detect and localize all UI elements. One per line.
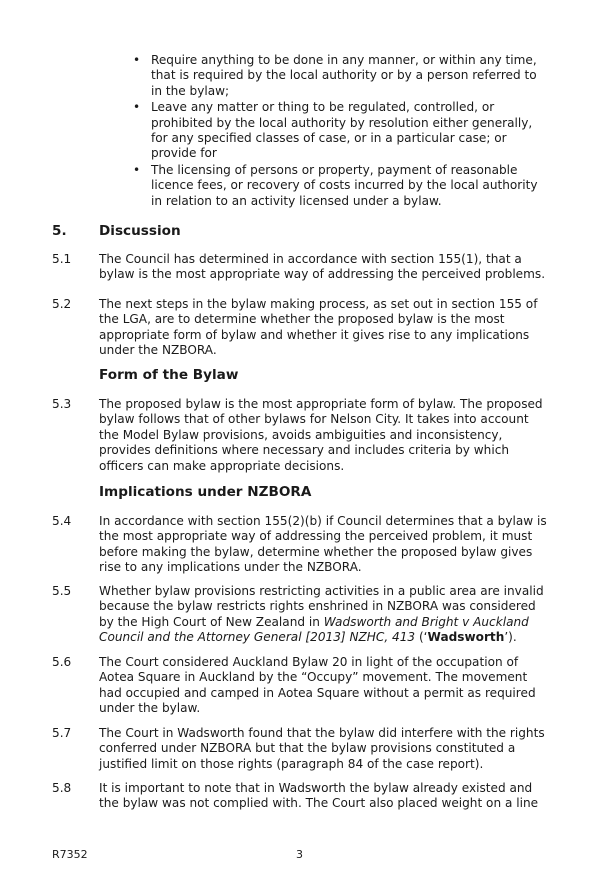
subheading-implications-nzbora: Implications under NZBORA	[99, 484, 312, 500]
bullet-icon: •	[133, 100, 141, 115]
paragraph-text: ’).	[504, 630, 517, 645]
subheading-form-of-bylaw: Form of the Bylaw	[99, 367, 239, 383]
paragraph-number: 5.5	[52, 584, 72, 598]
paragraph-5-6: The Court considered Auckland Bylaw 20 in light of the occupation of Aotea Square in Auckland by the “Occupy” movement. The movement had occupied and camped in Aotea Square without a permit as required under the bylaw.	[99, 655, 536, 716]
paragraph-number: 5.3	[52, 397, 72, 411]
bullet-item	[133, 100, 548, 162]
paragraph-number: 5.1	[52, 252, 72, 266]
footer-reference: R7352	[52, 848, 88, 861]
bullet-text: Require anything to be done in any manner, or within any time, that is required by the local authority or by a person referred to in the bylaw;	[151, 53, 537, 98]
paragraph-number: 5.8	[52, 781, 72, 795]
paragraph-number: 5.7	[52, 726, 72, 740]
paragraph-5-2: The next steps in the bylaw making process, as set out in section 155 of the LGA, are to determine whether the proposed bylaw is the most appropriate form of bylaw and whether it gives rise to any implications under the NZBORA.	[99, 297, 538, 358]
paragraph-5-5	[99, 584, 549, 646]
paragraph-5-8: It is important to note that in Wadsworth the bylaw already existed and the bylaw was not complied with. The Court also placed weight on a line	[99, 781, 539, 811]
paragraph-5-7: The Court in Wadsworth found that the bylaw did interfere with the rights conferred under NZBORA but that the bylaw provisions constituted a justified limit on those rights (paragraph 84 of the case report).	[99, 726, 545, 771]
paragraph-5-1: The Council has determined in accordance with section 155(1), that a bylaw is the most appropriate way of addressing the perceived problems.	[99, 252, 546, 282]
paragraph-number: 5.6	[52, 655, 72, 669]
bullet-item	[133, 163, 548, 209]
case-citation: Wadsworth and Bright v Auckland Council and the Attorney General [2013] NZHC, 413	[99, 614, 529, 645]
case-short-name: Wadsworth	[427, 630, 505, 645]
section-title: Discussion	[99, 223, 181, 239]
bullet-text: The licensing of persons or property, payment of reasonable licence fees, or recovery of costs incurred by the local authority in relation to an activity licensed under a bylaw.	[151, 162, 538, 208]
paragraph-number: 5.2	[52, 297, 72, 311]
bullet-text: Leave any matter or thing to be regulated, controlled, or prohibited by the local authority by resolution either generally, for any specified classes of case, or in a particular case; or provide for	[151, 100, 533, 161]
section-number: 5.	[52, 223, 67, 239]
paragraph-number: 5.4	[52, 514, 72, 528]
paragraph-text: Whether bylaw provisions restricting activities in a public area are invalid because the bylaw restricts rights enshrined in NZBORA was considered by the High Court of New Zealand in	[99, 584, 544, 629]
page-number: 3	[296, 848, 303, 861]
bullet-icon: •	[133, 53, 141, 67]
bullet-list	[133, 53, 548, 210]
paragraph-5-3: The proposed bylaw is the most appropriate form of bylaw. The proposed bylaw follows that of other bylaws for Nelson City. It takes into account the Model Bylaw provisions, avoids ambiguities and inconsistency, provides definitions where necessary and includes criteria by which officers can make appropriate decisions.	[99, 397, 543, 473]
bullet-icon: •	[133, 162, 141, 177]
paragraph-text: (‘	[415, 630, 428, 645]
bullet-item	[133, 53, 548, 99]
paragraph-5-4: In accordance with section 155(2)(b) if Council determines that a bylaw is the most appropriate way of addressing the perceived problem, it must before making the bylaw, determine whether the proposed bylaw gives rise to any implications under the NZBORA.	[99, 514, 547, 575]
